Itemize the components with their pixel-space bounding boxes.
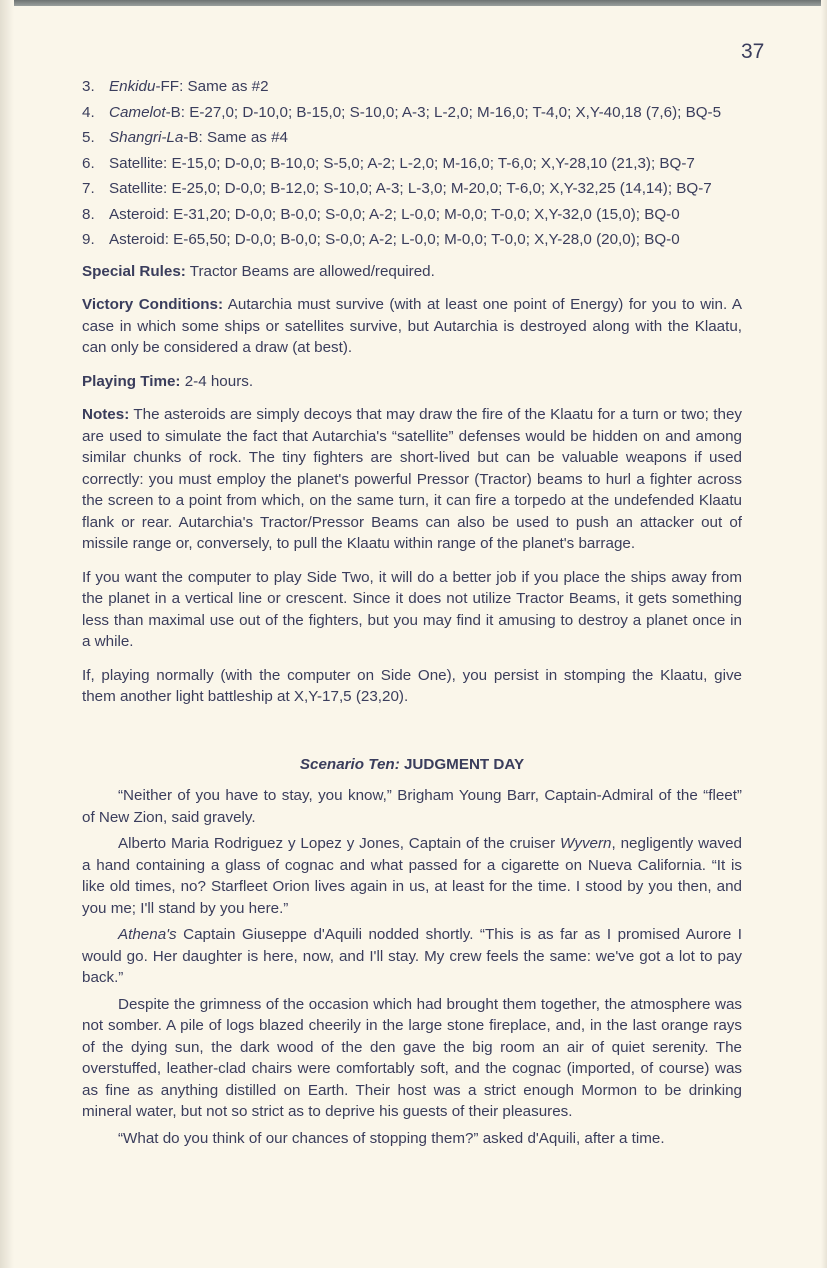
ship-stats: -B: E-27,0; D-10,0; B-15,0; S-10,0; A-3; L-2,0; M-16,0; T-4,0; X,Y-40,18 (7,6); BQ-5 (165, 103, 722, 121)
notes-label: Notes: (82, 406, 130, 423)
special-rules (82, 261, 742, 283)
scenario-heading (82, 754, 742, 776)
story-text (82, 785, 742, 1149)
ship-name: Shangri-La (109, 129, 184, 146)
list-item (82, 178, 742, 200)
side-one-paragraph: If, playing normally (with the computer on Side One), you persist in stomping the Klaatu, give them another light battleship at X,Y-17,5 (23,20). (82, 666, 742, 705)
victory-label: Victory Conditions: (82, 296, 224, 313)
ship-stats: -FF: Same as #2 (155, 78, 269, 95)
item-number: 3. (82, 78, 95, 95)
item-number: 6. (82, 154, 95, 172)
ship-stats: Asteroid: E-31,20; D-0,0; B-0,0; S-0,0; A-2; L-0,0; M-0,0; T-0,0; X,Y-32,0 (15,0); BQ-0 (109, 205, 680, 223)
playing-time-label: Playing Time: (82, 372, 181, 390)
side-two-paragraph: If you want the computer to play Side Two, it will do a better job if you place the ships away from the planet in a vertical line or crescent. Since it does not utilize Tractor Beams, it gets something less than maximal use out of the fighters, but you may find it amusing to destroy a planet once in a while. (82, 568, 742, 650)
special-rules-text: Tractor Beams are allowed/required. (185, 262, 435, 280)
page-content (82, 76, 742, 1154)
item-number: 8. (82, 205, 95, 223)
story-paragraph (82, 833, 742, 919)
page-number: 37 (741, 40, 765, 63)
list-item (82, 204, 742, 226)
list-item (82, 153, 742, 175)
story-text-span: Alberto Maria Rodriguez y Lopez y Jones, Captain of the cruiser (118, 835, 561, 852)
item-number: 5. (82, 129, 95, 146)
list-item (82, 229, 742, 251)
story-paragraph (82, 924, 742, 989)
ship-name: Wyvern (560, 835, 612, 852)
item-number: 9. (82, 231, 95, 248)
ship-stats: Satellite: E-15,0; D-0,0; B-10,0; S-5,0; A-2; L-2,0; M-16,0; T-6,0; X,Y-28,10 (21,3); BQ-7 (109, 154, 695, 172)
item-number: 4. (82, 103, 95, 121)
ship-name: Enkidu (109, 78, 156, 95)
list-item (82, 76, 742, 98)
scenario-title: JUDGMENT DAY (399, 755, 525, 773)
victory-text: Autarchia must survive (with at least one point of Energy) for you to win. A case in which some ships or satellites survive, but Autarchia is destroyed along with the Klaatu, can only be considered a draw (at best). (82, 296, 742, 356)
list-item (82, 102, 742, 124)
item-number: 7. (82, 180, 95, 197)
ship-stats: Satellite: E-25,0; D-0,0; B-12,0; S-10,0; A-3; L-3,0; M-20,0; T-6,0; X,Y-32,25 (14,14); BQ-7 (109, 180, 712, 197)
ship-stats: Asteroid: E-65,50; D-0,0; B-0,0; S-0,0; A-2; L-0,0; M-0,0; T-0,0; X,Y-28,0 (20,0); BQ-0 (109, 231, 680, 248)
page-top-edge (0, 0, 827, 6)
story-paragraph: Despite the grimness of the occasion which had brought them together, the atmosphere was not somber. A pile of logs blazed cheerily in the large stone fireplace, and, in the last orange rays of the dying sun, the dark wood of the den gave the big room an air of quiet serenity. The overstuffed, leather-clad chairs were comfortably soft, and the cognac (imported, of course) was as fine as anything distilled on Earth. Their host was a strict enough Mormon to be drinking mineral water, but not so strict as to deprive his guests of their pleasures. (82, 995, 742, 1120)
victory-conditions (82, 294, 742, 359)
playing-time (82, 371, 742, 393)
list-item (82, 127, 742, 149)
story-paragraph: “Neither of you have to stay, you know,” Brigham Young Barr, Captain-Admiral of the “fleet” of New Zion, said gravely. (82, 787, 742, 826)
page-right-edge (821, 0, 827, 1268)
ship-list (82, 76, 742, 251)
story-text-span: , negligently waved a hand containing a glass of cognac and what passed for a cigarette on Nueva California. “It is like old times, no? Starfleet Orion lives again in us, at least for the time. I stood by you then, and you me; I'll stand by you here.” (82, 835, 742, 917)
page-binding-shadow (0, 0, 14, 1268)
story-text-span: Captain Giuseppe d'Aquili nodded shortly. “This is as far as I promised Aurore I would go. Her daughter is here, now, and I'll stay. My crew feels the same: we've got a lot to pay back.” (82, 926, 742, 986)
ship-name: Camelot (109, 103, 166, 121)
notes-text: The asteroids are simply decoys that may draw the fire of the Klaatu for a turn or two; they are used to simulate the fact that Autarchia's “satellite” defenses would be hidden on and among similar chunks of rock. The tiny fighters are short-lived but can be valuable weapons if used correctly: you must employ the planet's powerful Pressor (Tractor) beams to hurl a fighter across the screen to a point from which, on the same turn, it can fire a torpedo at the undefended Klaatu flank or rear. Autarchia's Tractor/Pressor Beams can also be used to push an attacker out of missile range or, conversely, to pull the Klaatu within range of the planet's barrage. (82, 406, 742, 552)
scenario-prefix: Scenario Ten: (299, 755, 400, 773)
playing-time-text: 2-4 hours. (180, 372, 254, 390)
story-paragraph: “What do you think of our chances of stopping them?” asked d'Aquili, after a time. (118, 1129, 665, 1147)
ship-name: Athena's (118, 926, 177, 943)
ship-stats: -B: Same as #4 (183, 129, 288, 146)
notes (82, 404, 742, 555)
special-rules-label: Special Rules: (82, 262, 186, 280)
